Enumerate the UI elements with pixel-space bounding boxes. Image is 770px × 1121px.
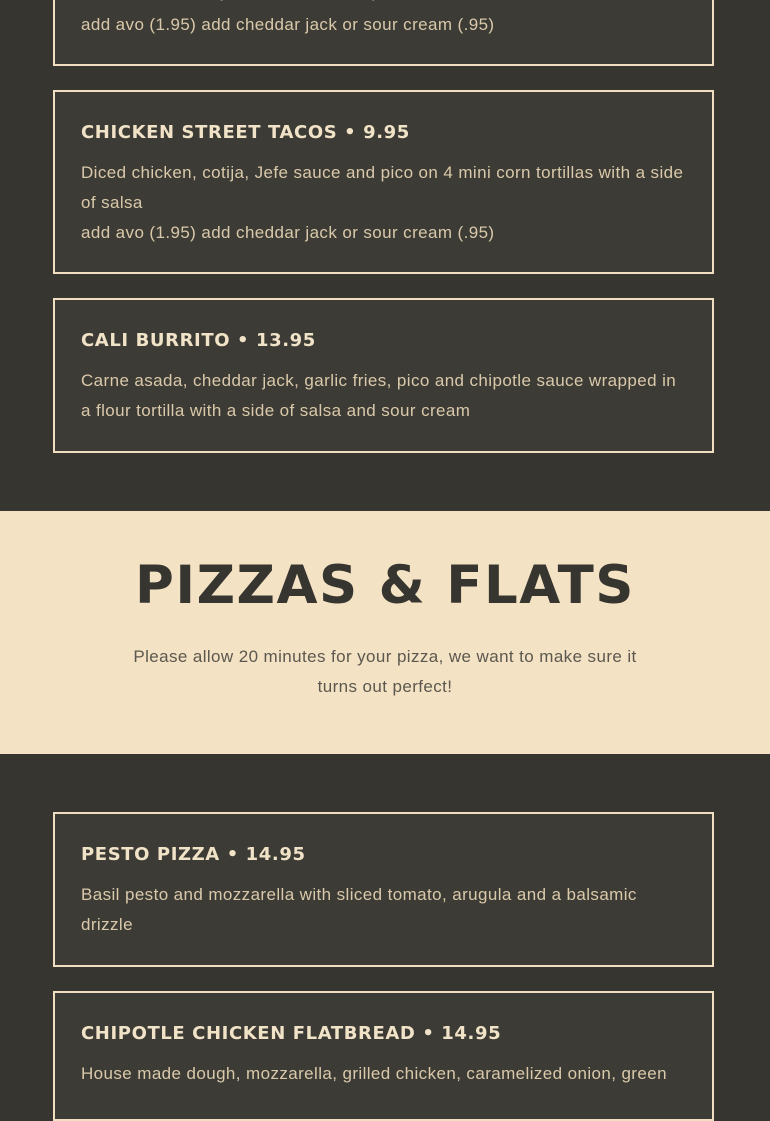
section-header-pizzas bbox=[0, 511, 770, 754]
menu-section-dark-bottom bbox=[0, 754, 770, 1087]
menu-item-description: Diced chicken, cotija, Jefe sauce and pico on 4 mini corn tortillas with a side of salsa bbox=[81, 163, 684, 212]
menu-item-title: CHICKEN STREET TACOS • 9.95 bbox=[81, 122, 410, 143]
menu-item-addon-partial: add avo (1.95) add cheddar jack or sour cream (.95) bbox=[81, 15, 495, 34]
menu-item-description: House made dough, mozzarella, grilled chicken, caramelized onion, green bbox=[81, 1064, 667, 1083]
menu-item-addon: add avo (1.95) add cheddar jack or sour cream (.95) bbox=[81, 223, 495, 242]
menu-item-card bbox=[53, 991, 714, 1121]
menu-item-description: Carne asada, cheddar jack, garlic fries, pico and chipotle sauce wrapped in a flour tortilla with a side of salsa and sour cream bbox=[81, 371, 677, 420]
menu-item-card bbox=[53, 812, 714, 967]
menu-item-card bbox=[53, 90, 714, 274]
menu-item-title: CALI BURRITO • 13.95 bbox=[81, 330, 316, 351]
menu-item-title: PESTO PIZZA • 14.95 bbox=[81, 844, 306, 865]
section-title: PIZZAS & FLATS bbox=[135, 555, 635, 616]
menu-item-title: CHIPOTLE CHICKEN FLATBREAD • 14.95 bbox=[81, 1023, 502, 1044]
menu-item-description: Basil pesto and mozzarella with sliced tomato, arugula and a balsamic drizzle bbox=[81, 885, 637, 934]
menu-item-card-partial bbox=[53, 0, 714, 66]
menu-item-description-partial bbox=[81, 0, 691, 7]
menu-section-dark-top bbox=[0, 0, 770, 511]
section-note: Please allow 20 minutes for your pizza, we want to make sure it turns out perfect! bbox=[133, 647, 637, 696]
menu-item-card bbox=[53, 298, 714, 453]
